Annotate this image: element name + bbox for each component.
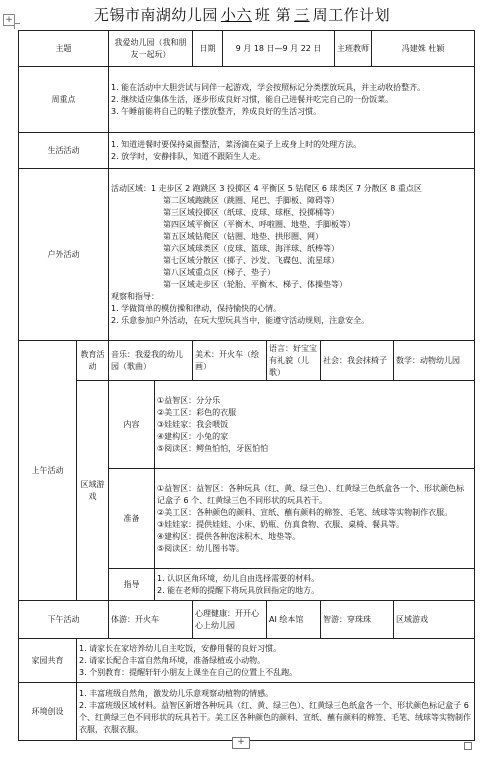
edu-label: 教育活动 <box>77 341 109 381</box>
table-move-handle[interactable]: + <box>232 737 250 749</box>
content-label: 内容 <box>109 381 155 469</box>
afternoon-area-game: 区域游戏 <box>394 601 475 639</box>
content-item: ④建构区：小兔的家 <box>157 431 229 441</box>
focus-label: 周重点 <box>19 67 109 133</box>
outdoor-area: 第三区域投掷区（纸球、皮球、球框、投掷桶等） <box>163 207 339 217</box>
focus-item: 2. 继续适应集体生活，逐步形成良好习惯，能自己进餐并吃完自己的一份饭菜。 <box>111 94 394 104</box>
area-prep <box>155 469 475 569</box>
outdoor-obs: 观察和指导： <box>111 291 159 301</box>
morning-label: 上午活动 <box>19 341 77 601</box>
area-label: 区域游戏 <box>77 381 109 601</box>
focus-item: 1. 能在活动中大胆尝试与同伴一起游戏，学会按照标记分类摆放玩具，并主动收拾整齐。 <box>111 82 426 92</box>
outdoor-area: 第一区域走步区（轮胎、平衡木、梯子、体操垫等） <box>163 279 347 289</box>
text-boundary-icon <box>14 23 20 29</box>
focus-row <box>19 67 475 133</box>
home-item: 1. 请家长在家培养幼儿自主吃饭，安静用餐的良好习惯。 <box>79 643 282 653</box>
teacher-label: 主班教师 <box>335 31 372 67</box>
prep-item: ①益智区：益智区：各种玩具（红、黄、绿三色）、红黄绿三色纸盒各一个、形状颜色标记盒子 6 个、红黄绿三色不同形状的玩具若干。 <box>157 483 465 505</box>
life-content <box>109 133 475 169</box>
theme-value: 我爱幼儿园（我和朋友一起玩） <box>109 31 193 67</box>
weekly-plan-table <box>18 30 475 741</box>
date-value: 9 月 18 日—9 月 22 日 <box>223 31 335 67</box>
afternoon-mental-health: 心理健康：开开心心上幼儿园 <box>193 601 267 639</box>
outdoor-content <box>109 169 475 341</box>
title-school: 无锡市南湖幼儿园 <box>93 6 218 24</box>
focus-content <box>109 67 475 133</box>
guide-label: 指导 <box>109 569 155 601</box>
area-content <box>155 381 475 469</box>
edu-social: 社会：我会抹椅子 <box>321 341 394 381</box>
home-content <box>77 639 475 683</box>
guide-item: 2. 能在老师的提醒下将玩具放回指定的地方。 <box>157 585 320 595</box>
prep-item: ④建构区：提供各种泡沫积木、地垫等。 <box>157 531 301 541</box>
teacher-value: 冯建姝 杜颖 <box>372 31 475 67</box>
env-row <box>19 683 475 741</box>
home-item: 3. 个别教育：提醒轩轩小朋友上课坐在自己的位置上不乱跑。 <box>79 667 298 677</box>
table-select-icon[interactable]: + <box>3 14 15 26</box>
life-item: 1. 知道进餐时要保持桌面整洁，菜汤滴在桌子上或身上时的处理方法。 <box>111 139 362 149</box>
guide-item: 1. 认识区角环境，幼儿自由选择需要的材料。 <box>157 573 320 583</box>
outdoor-area: 第五区域钻爬区（钻圈、地垫、拱形圈、网） <box>163 231 323 241</box>
title-class: 小六 <box>220 6 252 24</box>
life-row <box>19 133 475 169</box>
edu-music: 音乐：我爱我的幼儿园（歌曲） <box>109 341 193 381</box>
content-item: ②美工区：彩色的衣服 <box>157 407 237 417</box>
home-row <box>19 639 475 683</box>
home-item: 2. 请家长配合丰富自然角环境，准备绿植或小动物。 <box>79 655 266 665</box>
prep-label: 准备 <box>109 469 155 569</box>
outdoor-area: 第八区域重点区（梯子、垫子） <box>163 267 275 277</box>
afternoon-ai-library: AI 绘本馆 <box>267 601 321 639</box>
title-week: 三 <box>294 6 310 24</box>
outdoor-obs: 1. 学做简单的模仿操和律动，保持愉快的心情。 <box>111 303 282 313</box>
prep-item: ③娃娃家：提供娃娃、小床、奶瓶、仿真食物、衣服、桌椅、餐具等。 <box>157 519 405 529</box>
edu-art: 美术：开火车（绘画） <box>193 341 267 381</box>
env-content <box>77 683 475 741</box>
outdoor-head: 活动区域：1 走步区 2 跑跳区 3 投掷区 4 平衡区 5 钻爬区 6 球类区 7 分散区 8 重点区 <box>111 183 422 193</box>
outdoor-obs: 2. 乐意参加户外活动，在玩大型玩具当中，能遵守活动规则，注意安全。 <box>111 315 370 325</box>
outdoor-area: 第七区域分散区（掷子、沙发、飞碟包、流星球） <box>163 255 339 265</box>
edu-math: 数学：动物幼儿园 <box>394 341 475 381</box>
content-item: ①益智区：分分乐 <box>157 395 221 405</box>
env-item: 2. 丰富班级区域材料。益智区新增各种玩具（红、黄、绿三色）、红黄绿三色纸盒各一个、形状颜色标记盒子 6 个、红黄绿三色不同形状的玩具若干。美工区各种颜色的颜料、宣纸、蘸有颜料的棉签、毛笔、绒球等实物制作衣服，衣服衣服。 <box>79 700 471 734</box>
area-guide <box>155 569 475 601</box>
prep-item: ⑤阅读区：幼儿图书等。 <box>157 543 245 553</box>
theme-label: 主题 <box>19 31 109 67</box>
home-label: 家园共育 <box>19 639 77 683</box>
edu-row <box>19 341 475 381</box>
outdoor-label: 户外活动 <box>19 169 109 341</box>
afternoon-smart-game: 智游：穿珠珠 <box>321 601 394 639</box>
outdoor-row <box>19 169 475 341</box>
focus-item: 3. 午睡前能将自己的鞋子摆放整齐，养成良好的生活习惯。 <box>111 106 322 116</box>
env-label: 环境创设 <box>19 683 77 741</box>
content-item: ③娃娃家：我会喂饭 <box>157 419 229 429</box>
outdoor-area: 第六区域球类区（皮球、篮球、海洋球、纸棒等） <box>163 243 339 253</box>
outdoor-area: 第二区域跑跳区（跳圈、尾巴、手脚板、障碍等） <box>163 195 339 205</box>
page-title <box>0 4 484 25</box>
life-label: 生活活动 <box>19 133 109 169</box>
outdoor-area: 第四区域平衡区（平衡木、呼啦圈、地垫、手脚板等） <box>163 219 355 229</box>
title-suffix: 周工作计划 <box>312 6 391 24</box>
prep-item: ②美工区：各种颜色的颜料、宣纸、蘸有颜料的棉签、毛笔、绒球等实物制作衣服。 <box>157 507 453 517</box>
content-item: ⑤阅读区：鳄鱼怕怕，牙医怕怕 <box>157 443 269 453</box>
date-label: 日期 <box>193 31 223 67</box>
afternoon-pe: 体游：开火车 <box>109 601 193 639</box>
life-item: 2. 放学时，安静排队，知道不跟陌生人走。 <box>111 151 266 161</box>
env-item: 1. 丰富班级自然角，激发幼儿乐意观察动植物的情感。 <box>79 688 274 698</box>
table-resize-handle[interactable] <box>464 742 472 750</box>
afternoon-label: 下午活动 <box>19 601 109 639</box>
area-content-row <box>19 381 475 469</box>
theme-row <box>19 31 475 67</box>
title-class-suffix: 班 第 <box>254 6 292 24</box>
afternoon-row <box>19 601 475 639</box>
edu-language: 语言：好宝宝有礼貌（儿歌） <box>267 341 321 381</box>
